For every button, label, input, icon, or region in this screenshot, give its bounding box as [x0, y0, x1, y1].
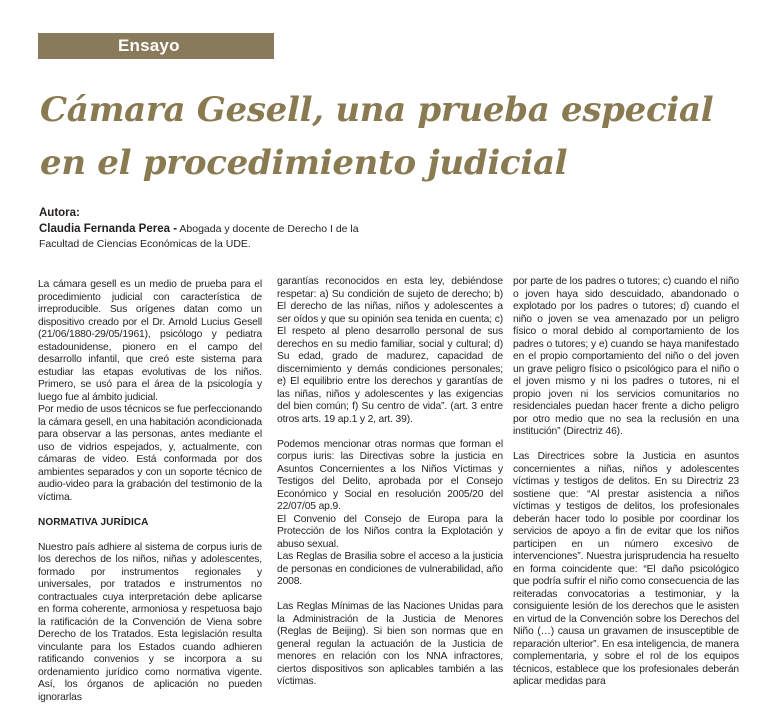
paragraph: La cámara gesell es un medio de prueba para el procedimiento judicial con característica de irreproducible. Sus orígenes datan como un dispositivo creado por el Dr. Arnold Lucius Gesell (21/06/1880-29/05/1961), psicólogo y pediatra estadounidense, pionero en el campo del desarrollo infantil, que creó este sistema para estudiar las etapas evolutivas de los niños. Primero, se usó para el área de la psicología y luego fue al ámbito judicial.	[38, 279, 262, 404]
text-column-3	[513, 276, 739, 689]
paragraph-gap	[38, 529, 262, 542]
paragraph: Por medio de usos técnicos se fue perfeccionando la cámara gesell, en una habitación acondicionada para observar a las personas, antes mediante el uso de vidrios espejados, y, actualmente, con cámaras de video. Está conformada por dos ambientes separados y con un soporte técnico de audio-video para la grabación del testimonio de la víctima.	[38, 404, 262, 504]
section-subheading: NORMATIVA JURÍDICA	[38, 517, 262, 530]
article-title: Cámara Gesell, una prueba especial en el procedimiento judicial	[40, 84, 760, 190]
paragraph: garantías reconocidos en esta ley, debiéndose respetar: a) Su condición de sujeto de derecho; b) El derecho de las niñas, niños y adolescentes a ser oídos y que su opinión sea tenida en cuenta; c) El respeto al pleno desarrollo personal de sus derechos en su medio familiar, social y cultural; d) Su edad, grado de madurez, capacidad de discernimiento y demás condiciones personales; e) El equilibrio entre los derechos y garantías de las niñas, niños y adolescentes y las exigencias del bien común; f) Su centro de vida”. (art. 3 entre otros arts. 19 ap.1 y 2, art. 39).	[277, 276, 503, 426]
author-line	[39, 222, 399, 252]
section-label: Ensayo	[118, 35, 180, 57]
paragraph-gap	[277, 426, 503, 439]
paragraph: Las Directrices sobre la Justicia en asuntos concernientes a niñas, niños y adolescentes víctimas y testigos de delitos. En su Directriz 23 sostiene que: “Al prestar asistencia a niños víctimas y testigos de delitos, los profesionales deberán hacer todo lo posible por coordinar los servicios de apoyo a fin de evitar que los niños participen en un número excesivo de intervenciones”. Nuestra jurisprudencia ha resuelto en forma coincidente que: “El daño psicológico que podría sufrir el niño como consecuencia de las reiteradas convocatorias a testimoniar, y la consiguiente lesión de los derechos que le asisten en virtud de la Convención sobre los Derechos del Niño (…) causa un gravamen de insusceptible de reparación ulterior”. En esa inteligencia, de manera complementaria, y sobre el rol de los equipos técnicos, establece que los profesionales deberán aplicar medidas para	[513, 451, 739, 689]
paragraph: Las Reglas Mínimas de las Naciones Unidas para la Administración de la Justicia de Menores (Reglas de Beijing). Si bien son normas que en general regulan la actuación de la Justicia de menores en relación con los NNA infractores, ciertos dispositivos son aplicables también a las víctimas.	[277, 601, 503, 689]
paragraph-gap	[513, 439, 739, 452]
text-column-1	[38, 279, 262, 704]
text-column-2	[277, 276, 503, 689]
section-band	[38, 33, 274, 59]
author-description: Abogada y docente de Derecho I de la Facultad de Ciencias Económicas de la UDE.	[39, 223, 359, 250]
paragraph: Nuestro país adhiere al sistema de corpus iuris de los derechos de los niños, niñas y adolescentes, formado por instrumentos regionales y universales, por tratados e instrumentos no contractuales cuya interpretación debe aplicarse en forma coherente, armoniosa y respetuosa bajo la ratificación de la Convención de Viena sobre Derecho de los Tratados. Esta legislación resulta vinculante para los Estados cuando adhieren ratificando convenios y se incorpora a su ordenamiento jurídico como normativa vigente. Así, los órganos de aplicación no pueden ignorarlas	[38, 542, 262, 704]
paragraph-gap	[277, 589, 503, 602]
paragraph-gap	[38, 504, 262, 517]
paragraph: Podemos mencionar otras normas que forman el corpus iuris: las Directivas sobre la justicia en Asuntos Concernientes a los Niños Víctimas y Testigos del Delito, aprobada por el Consejo Económico y Social en resolución 2005/20 del 22/07/05 ap.9.	[277, 439, 503, 514]
paragraph: El Convenio del Consejo de Europa para la Protección de los Niños contra la Explotación y abuso sexual.	[277, 514, 503, 552]
author-heading: Autora:	[39, 206, 80, 221]
paragraph: Las Reglas de Brasilia sobre el acceso a la justicia de personas en condiciones de vulnerabilidad, año 2008.	[277, 551, 503, 589]
paragraph: por parte de los padres o tutores; c) cuando el niño o joven haya sido descuidado, abandonado o explotado por los padres o tutores; d) cuando el niño o joven se vea amenazado por un peligro físico o moral debido al comportamiento de los padres o tutores; y e) cuando se haya manifestado en el propio comportamiento del niño o del joven un grave peligro físico o psicológico para el niño o el joven mismo y ni los padres o tutores, ni el propio joven ni los servicios comunitarios no residenciales puedan hacer frente a dicho peligro por otro medio que no sea la reclusión en una institución” (Directriz 46).	[513, 276, 739, 439]
author-name: Claudia Fernanda Perea -	[39, 223, 177, 235]
